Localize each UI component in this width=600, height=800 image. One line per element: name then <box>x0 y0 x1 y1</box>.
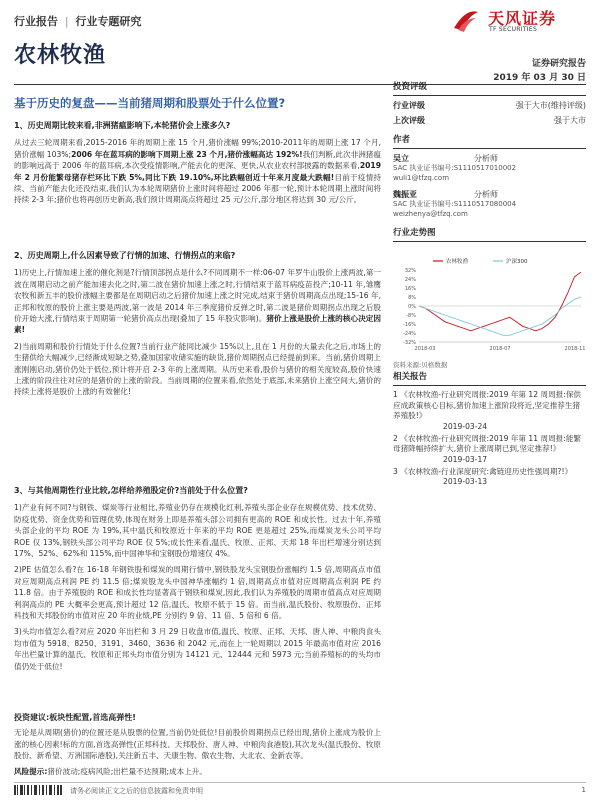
x-tick-label: 2018-03 <box>414 346 436 352</box>
related-report-2[interactable] <box>393 434 586 464</box>
report-type: 证券研究报告 <box>531 59 586 69</box>
related-divider <box>393 385 586 386</box>
section-q3 <box>14 485 381 672</box>
series-line-2 <box>419 297 581 335</box>
section-q2 <box>14 250 381 398</box>
related-report-3-date: 2019-03-13 <box>443 477 488 486</box>
y-tick-label: -8% <box>406 313 416 319</box>
q2-paragraph-2: 2)当前周期和股价行情处于什么位置?当前行业产能同比减少 15%以上,且在 1 月份的大量去化之后,市场上的生猪供给大幅减少,已经渐成短缺之势,叠加国家收储实施的缺货,猪价周期拐点已经提前到来。当前,猪价周期上涨刚刚启动,猪价仍处于低位,预计将开启 2-3 年的上涨周期。从历史来看,股价与猪价的相关度较高,股价快速上涨的阶段往往对应的是猪价的上涨的阶段。当前周期的位置来看,依然处于底部,未来猪价上涨空间大,猪价的持续上涨将是股价上涨的有效催化! <box>14 341 381 397</box>
related-report-1-date: 2019-03-24 <box>443 421 488 431</box>
q1-text-b: 我们判断,此次非洲猪瘟的影响远高于 2006 年的蓝耳病,本次受疫情影响,产能去化的更深、更快,从农业农村部披露的数据来看, <box>14 149 381 171</box>
rating-heading: 投资评级 <box>393 82 428 92</box>
report-title: 基于历史的复盘——当前猪周期和股票处于什么位置? <box>14 96 286 110</box>
chart-source: 资料来源:贝格数据 <box>393 361 448 369</box>
y-tick-label: 8% <box>408 295 416 301</box>
report-category: 行业报告 <box>14 15 58 28</box>
author-1-name: 吴立 <box>393 154 409 163</box>
related-report-3-title[interactable]: 3 《农林牧渔-行业深度研究:禽链迎历史性强周期?!》 <box>393 466 573 476</box>
legend-label-1: 农林牧渔 <box>446 259 469 265</box>
q3-paragraph-2: 2)PE 估值怎么看?在 16-18 年钢铁股和煤炭的周期行情中,钢铁股龙头宝钢股份涨幅约 1.5 倍,周期高点市值对应周期高点利润 PE 约 11.5 倍;煤炭股龙头中国神华涨幅约 1 倍,周期高点市值对应周期高点利润 PE 约 11.8 倍。由于养殖股的 ROE 和成长性均显著高于钢铁和煤炭,因此,我们认为养殖股的周期市值高点对应周期利润高点的 PE 大概率会更高,预计超过 12 倍,温氏、牧原不低于 15 倍。而当前,温氏股份、牧原股份、正邦科技和天邦股份的市值对应 20 年的业绩,PE 分别约 9 倍、11 倍、5 倍和 6 倍。 <box>14 565 381 621</box>
risk-paragraph <box>14 766 381 777</box>
rating-block <box>393 80 586 126</box>
q1-paragraph <box>14 137 381 205</box>
authors-divider <box>393 148 586 149</box>
related-report-1-title[interactable]: 1 《农林牧渔-行业研究周报:2019 年第 12 周周报:保供应成政策核心目标,猪价加速上涨阶段将近,坚定推荐生猪养殖股!》 <box>393 390 582 420</box>
trend-chart <box>393 256 586 356</box>
q1-text-c: 目前于疫情持续、当前产能去化还没结束,我们认为本轮周期猪价上涨时间将超过 2006 年那一轮,预计本轮周期上涨时间将持续 2-3 年;猪价也将再创历史新高,我们预计周期高点将超过 25 元/公斤,部分地区将达到 30 元/公斤。 <box>14 172 382 205</box>
author-2-email[interactable]: weizhenya@tfzq.com <box>393 209 468 218</box>
q3-paragraph-1: 1)产业有何不同?与钢铁、煤炭等行业相比,养殖业仍存在规模化红利,养殖头部企业存在规模优势、技术优势、防疫优势、资金优势和管理优势,体现在财务上即是养殖头部公司拥有更高的 ROE 和成长性。过去十年,养殖头部企业的平均 ROE 为 19%,其中温氏和牧原近十年来的平均 ROE 更是超过 25%,而煤炭龙头公司平均 ROE 仅 13%,钢铁头部公司平均 ROE 仅 5%;成长性来看,温氏、牧原、正邦、天邦 18 年出栏增速分别达到 17%、52%、62%和 115%,而中国神华和宝钢股份增速仅 4%。 <box>14 503 381 559</box>
author-2-header <box>393 189 586 200</box>
q2-text-bold: 猪价上涨是股价上涨的核心决定因素! <box>14 314 381 335</box>
brand-logo-icon <box>448 6 484 34</box>
q1-text-a: 从过去三轮周期来看,2015-2016 年的周期上涨 15 个月,猪价涨幅 99%;2010-2011年的周期上涨 17 个月,猪价涨幅 103%; <box>14 138 381 159</box>
related-report-2-title[interactable]: 2 《农林牧渔-行业研究周报:2019 年第 11 周周报:能繁母猪降幅持续扩大,猪价上涨周期已到,坚定推荐!》 <box>393 433 582 453</box>
trend-divider <box>393 241 586 242</box>
sector-title: 农林牧渔 <box>14 43 107 68</box>
legend-label-2: 沪深300 <box>506 259 528 265</box>
authors-heading: 作者 <box>393 135 411 145</box>
q2-heading: 2、历史周期上,什么因素导致了行情的加速、行情拐点的来临? <box>14 251 236 260</box>
q1-text-bold-a: 2006 年在蓝耳病的影响下周期上涨 23 个月,猪价涨幅高达 192%! <box>71 149 303 159</box>
q3-paragraph-3: 3)头均市值怎么看?对应 2020 年出栏和 3 月 29 日收盘市值,温氏、牧原、正邦、天邦、唐人神、中粮肉食头均市值为 5918、8250、3191、3460、3636 和 2042 元,而在上一轮周期以 2015 年最高市值对应 2016 年出栏量计算的温氏、牧原和正邦头均市值分别为 14121 元、12444 元和 5973 元;当前养殖标的的头均市值仍处于低位! <box>14 627 381 671</box>
author-1-header <box>393 153 586 164</box>
x-tick-label: 2018-11 <box>564 346 586 352</box>
author-1-role: 分析师 <box>474 154 498 163</box>
author-1-email[interactable]: wuli1@tfzq.com <box>393 173 450 182</box>
y-tick-label: 24% <box>404 277 416 283</box>
author-1-license: SAC 执业证书编号:S1110517010002 <box>393 164 517 172</box>
header-separator: | <box>64 15 69 28</box>
q1-text-bold-b: 2019 年 2 月份能繁母猪存栏环比下跌 5%,同比下跌 19.10%,环比跌幅创近十年来月度最大跌幅! <box>14 161 381 182</box>
prev-rating-label: 上次评级 <box>393 116 425 125</box>
y-tick-label: -16% <box>403 322 416 328</box>
author-2-name: 魏振亚 <box>393 190 417 199</box>
q2-text-a: 1)历史上,行情加速上涨的催化剂是?行情顶部拐点是什么?不同周期不一样:06-07 年罗牛山股价上涨两波,第一波在周期启动之前产能加速去化之时,第二波在猪价加速上涨之时,行情结束于蓝耳病疫苗投产;10-11 年,雏鹰农牧和新五丰的股价涨幅主要都是在周期启动之后猪价加速上涨之时完成,结束于猪价周期高点出现;15-16 年,正邦和牧原的股价上涨主要是两波,第一波是 2014 年三季度猪价反弹之时,第二波是猪价周期拐点出现之后股价开始大涨,行情结束于周期第一轮猪价高点出现(叠加了 15 年股灾影响)。 <box>14 268 381 324</box>
report-category-header <box>14 13 141 29</box>
rating-divider <box>393 95 586 96</box>
brand-name-en: TF SECURITIES <box>489 26 538 33</box>
prev-rating-value: 强于大市 <box>554 116 586 125</box>
industry-rating-value: 强于大市(维持评级) <box>515 101 586 110</box>
series-line-1 <box>419 272 581 331</box>
brand-name-cn: 天风证券 <box>488 9 557 28</box>
report-subcategory: 行业专题研究 <box>75 15 142 28</box>
trend-heading: 行业走势图 <box>393 228 436 238</box>
report-date: 2019 年 03 月 30 日 <box>493 73 586 83</box>
section-investment <box>14 712 381 777</box>
section-q1 <box>14 120 381 206</box>
y-tick-label: 32% <box>404 268 416 274</box>
y-tick-label: -32% <box>403 340 416 346</box>
industry-rating-row <box>393 100 586 111</box>
q2-paragraph-1 <box>14 267 381 335</box>
barcode-icon <box>14 785 62 795</box>
q3-heading: 3、与其他周期性行业比较,怎样给养殖股定价?当前处于什么位置? <box>14 486 248 495</box>
investment-heading: 投资建议:板块性配置,首选高弹性! <box>14 713 136 722</box>
y-tick-label: 16% <box>404 286 416 292</box>
prev-rating-row <box>393 115 586 126</box>
author-2-license: SAC 执业证书编号:S1110517080004 <box>393 200 517 208</box>
authors-block <box>393 133 586 219</box>
industry-rating-label: 行业评级 <box>393 101 425 110</box>
page-number: 1 <box>581 786 586 794</box>
risk-text: 猪价波动;疫病风险;出栏量不达预期;成本上升。 <box>47 766 207 776</box>
related-block <box>393 370 586 486</box>
x-tick-label: 2018-07 <box>489 346 511 352</box>
q1-heading: 1、历史周期比较来看,非洲猪瘟影响下,本轮猪价会上涨多久? <box>14 121 231 130</box>
y-tick-label: 0% <box>408 304 416 310</box>
related-report-1[interactable] <box>393 390 586 431</box>
author-2 <box>393 189 586 219</box>
trend-block <box>393 226 586 242</box>
risk-label: 风险提示: <box>14 766 48 776</box>
investment-paragraph: 无论是从周期(猪价)的位置还是从股票的位置,当前仍处低位!目前股价周期拐点已经出现,猪价上涨成为股价上涨的核心因素!标的方面,首选高弹性(正邦科技、天邦股份、唐人神、中粮肉食港股),其次龙头(温氏股份、牧原股份、新希望、万洲国际港股),关注新五丰、天康生物、傲农生物、大北农、金新农等。 <box>14 728 381 761</box>
author-1 <box>393 153 586 183</box>
related-report-3[interactable] <box>393 467 586 487</box>
related-heading: 相关报告 <box>393 372 428 382</box>
author-2-role: 分析师 <box>474 190 498 199</box>
related-report-2-date: 2019-03-17 <box>443 454 488 464</box>
footer-divider <box>14 782 586 783</box>
footer-disclaimer: 请务必阅读正文之后的信息披露和免责申明 <box>70 787 203 795</box>
y-tick-label: -24% <box>403 331 416 337</box>
